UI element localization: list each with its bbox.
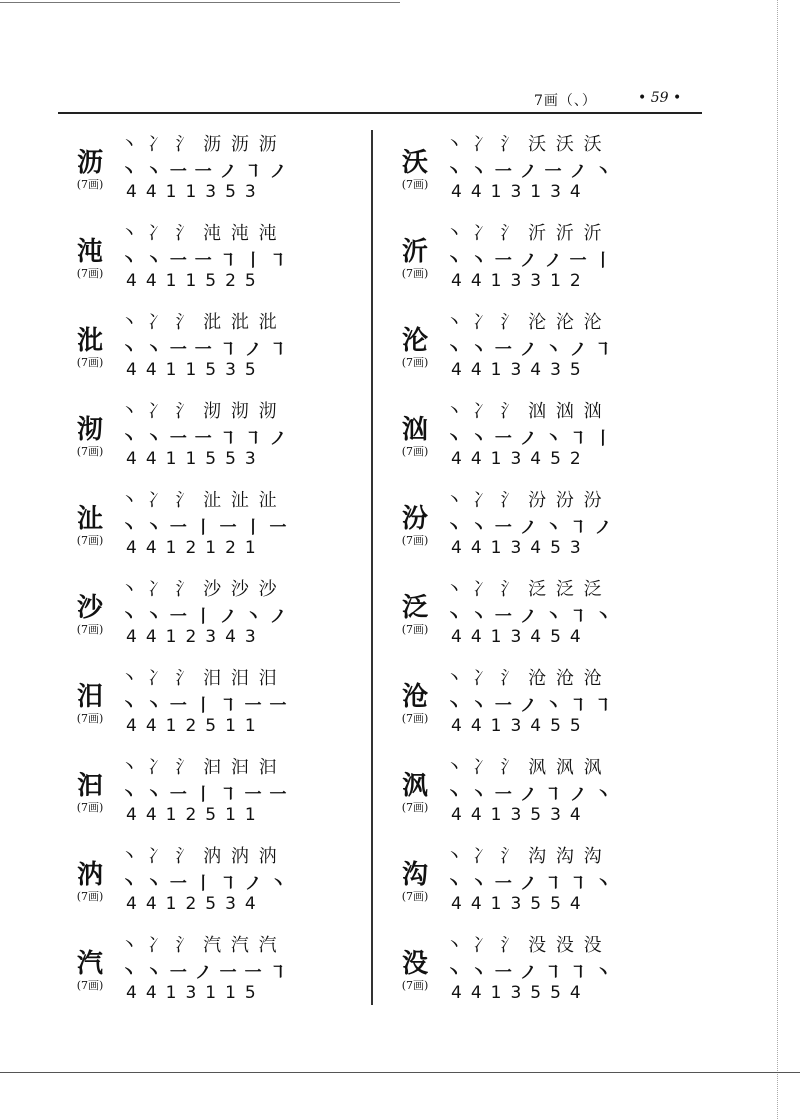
char-entry	[395, 213, 655, 302]
page-number: • 59 •	[638, 90, 682, 106]
stroke-progression: 丶 冫 氵 汽 汽 汽	[120, 935, 279, 956]
char-entry	[70, 480, 330, 569]
entry-character: 沦	[401, 326, 428, 356]
char-entry	[395, 747, 655, 836]
stroke-codes: 4412121	[126, 538, 265, 558]
entry-character: 没	[401, 949, 428, 979]
stroke-codes: 4412343	[126, 627, 265, 647]
stroke-progression: 丶 冫 氵 沥 沥 沥	[120, 134, 279, 155]
entry-character: 汨	[76, 682, 103, 712]
stroke-count: (7画)	[76, 267, 104, 280]
stroke-progression: 丶 冫 氵 汨 汨 汨	[120, 668, 279, 689]
stroke-shapes: 丶 丶 一 ノ ㇕ ㇕ 丶	[445, 874, 613, 894]
stroke-progression: 丶 冫 氵 沘 沘 沘	[120, 312, 279, 333]
char-entry	[395, 124, 655, 213]
stroke-progression: 丶 冫 氵 汹 汹 汹	[445, 401, 604, 422]
stroke-codes: 4413134	[451, 182, 590, 202]
entry-character: 沌	[76, 237, 103, 267]
char-entry	[70, 213, 330, 302]
entry-character: 沃	[401, 148, 428, 178]
char-entry	[70, 747, 330, 836]
stroke-shapes: 丶 丶 一 一 ㇕ 丨 ㇕	[120, 251, 288, 271]
stroke-count: (7画)	[76, 534, 104, 547]
stroke-shapes: 丶 丶 一 ノ 丶 ノ ㇕	[445, 340, 613, 360]
stroke-codes: 4413312	[451, 271, 590, 291]
stroke-count: (7画)	[401, 534, 429, 547]
entry-character: 沘	[76, 326, 103, 356]
stroke-shapes: 丶 丶 一 ノ 一 一 ㇕	[120, 963, 288, 983]
stroke-progression: 丶 冫 氵 沟 沟 沟	[445, 846, 604, 867]
stroke-shapes: 丶 丶 一 ノ ㇕ ㇕ 丶	[445, 963, 613, 983]
stroke-codes: 4413453	[451, 538, 590, 558]
stroke-count: (7画)	[401, 890, 429, 903]
stroke-shapes: 丶 丶 一 ノ 丶 ㇕ ノ	[445, 518, 613, 538]
stroke-progression: 丶 冫 氵 汭 汭 汭	[120, 846, 279, 867]
stroke-progression: 丶 冫 氵 沌 沌 沌	[120, 223, 279, 244]
stroke-shapes: 丶 丶 一 ノ ㇕ ノ 丶	[445, 785, 613, 805]
char-entry	[70, 836, 330, 925]
char-entry	[70, 391, 330, 480]
char-entry	[395, 925, 655, 1014]
stroke-codes: 4413455	[451, 716, 590, 736]
stroke-codes: 4413554	[451, 983, 590, 1003]
stroke-codes: 4412534	[126, 894, 265, 914]
stroke-progression: 丶 冫 氵 沂 沂 沂	[445, 223, 604, 244]
stroke-count: (7画)	[76, 979, 104, 992]
char-entry	[70, 569, 330, 658]
stroke-count: (7画)	[76, 623, 104, 636]
stroke-progression: 丶 冫 氵 沚 沚 沚	[120, 490, 279, 511]
top-scan-line	[0, 2, 400, 3]
bottom-scan-line	[0, 1072, 800, 1073]
stroke-progression: 丶 冫 氵 沙 沙 沙	[120, 579, 279, 600]
stroke-shapes: 丶 丶 一 丨 ㇕ 一 一	[120, 696, 288, 716]
scan-edge-line	[777, 0, 778, 1119]
char-entry	[395, 480, 655, 569]
left-column	[70, 124, 330, 1014]
entry-character: 沙	[76, 593, 103, 623]
stroke-count: (7画)	[76, 178, 104, 191]
stroke-progression: 丶 冫 氵 汩 汩 汩	[120, 757, 279, 778]
entry-character: 沚	[76, 504, 103, 534]
entry-character: 汾	[401, 504, 428, 534]
stroke-shapes: 丶 丶 一 丨 ノ 丶 ノ	[120, 607, 288, 627]
stroke-shapes: 丶 丶 一 一 ㇕ ノ ㇕	[120, 340, 288, 360]
stroke-progression: 丶 冫 氵 没 没 没	[445, 935, 604, 956]
stroke-shapes: 丶 丶 一 一 ノ ㇕ ノ	[120, 162, 288, 182]
stroke-codes: 4411535	[126, 360, 265, 380]
char-entry	[395, 569, 655, 658]
stroke-codes: 4413452	[451, 449, 590, 469]
entry-character: 沧	[401, 682, 428, 712]
stroke-count: (7画)	[401, 623, 429, 636]
stroke-shapes: 丶 丶 一 丨 一 丨 一	[120, 518, 288, 538]
stroke-count: (7画)	[76, 445, 104, 458]
entry-character: 沂	[401, 237, 428, 267]
stroke-count: (7画)	[401, 801, 429, 814]
stroke-codes: 4411553	[126, 449, 265, 469]
char-entry	[395, 836, 655, 925]
entry-character: 沏	[76, 415, 103, 445]
entry-character: 沨	[401, 771, 428, 801]
stroke-count: (7画)	[76, 801, 104, 814]
stroke-count: (7画)	[401, 712, 429, 725]
entry-character: 汽	[76, 949, 103, 979]
stroke-count: (7画)	[76, 890, 104, 903]
stroke-shapes: 丶 丶 一 ノ 一 ノ 丶	[445, 162, 613, 182]
stroke-count: (7画)	[401, 356, 429, 369]
char-entry	[70, 925, 330, 1014]
column-divider	[371, 130, 373, 1005]
stroke-progression: 丶 冫 氵 沏 沏 沏	[120, 401, 279, 422]
stroke-count: (7画)	[401, 979, 429, 992]
page-header	[58, 86, 702, 114]
stroke-shapes: 丶 丶 一 丨 ㇕ 一 一	[120, 785, 288, 805]
stroke-codes: 4413435	[451, 360, 590, 380]
stroke-codes: 4413115	[126, 983, 265, 1003]
char-entry	[395, 658, 655, 747]
stroke-codes: 4412511	[126, 805, 265, 825]
entry-character: 汩	[76, 771, 103, 801]
section-title: 7画（、）	[534, 93, 597, 109]
entry-character: 泛	[401, 593, 428, 623]
char-entry	[395, 391, 655, 480]
stroke-progression: 丶 冫 氵 沧 沧 沧	[445, 668, 604, 689]
stroke-codes: 4413534	[451, 805, 590, 825]
stroke-codes: 4413454	[451, 627, 590, 647]
entry-character: 汭	[76, 860, 103, 890]
stroke-progression: 丶 冫 氵 沦 沦 沦	[445, 312, 604, 333]
stroke-progression: 丶 冫 氵 汾 汾 汾	[445, 490, 604, 511]
stroke-progression: 丶 冫 氵 沃 沃 沃	[445, 134, 604, 155]
entry-character: 汹	[401, 415, 428, 445]
entry-character: 沥	[76, 148, 103, 178]
char-entry	[70, 124, 330, 213]
stroke-shapes: 丶 丶 一 ノ 丶 ㇕ 丨	[445, 429, 613, 449]
stroke-count: (7画)	[76, 712, 104, 725]
stroke-codes: 4411353	[126, 182, 265, 202]
stroke-count: (7画)	[401, 267, 429, 280]
stroke-count: (7画)	[401, 445, 429, 458]
stroke-codes: 4411525	[126, 271, 265, 291]
char-entry	[70, 658, 330, 747]
stroke-count: (7画)	[76, 356, 104, 369]
char-entry	[70, 302, 330, 391]
stroke-shapes: 丶 丶 一 丨 ㇕ ノ 丶	[120, 874, 288, 894]
stroke-shapes: 丶 丶 一 ノ 丶 ㇕ ㇕	[445, 696, 613, 716]
stroke-shapes: 丶 丶 一 ノ ノ 一 丨	[445, 251, 613, 271]
stroke-shapes: 丶 丶 一 ノ 丶 ㇕ 丶	[445, 607, 613, 627]
stroke-shapes: 丶 丶 一 一 ㇕ ㇕ ノ	[120, 429, 288, 449]
right-column	[395, 124, 655, 1014]
stroke-count: (7画)	[401, 178, 429, 191]
entry-character: 沟	[401, 860, 428, 890]
stroke-progression: 丶 冫 氵 泛 泛 泛	[445, 579, 604, 600]
char-entry	[395, 302, 655, 391]
stroke-codes: 4412511	[126, 716, 265, 736]
stroke-codes: 4413554	[451, 894, 590, 914]
stroke-progression: 丶 冫 氵 沨 沨 沨	[445, 757, 604, 778]
